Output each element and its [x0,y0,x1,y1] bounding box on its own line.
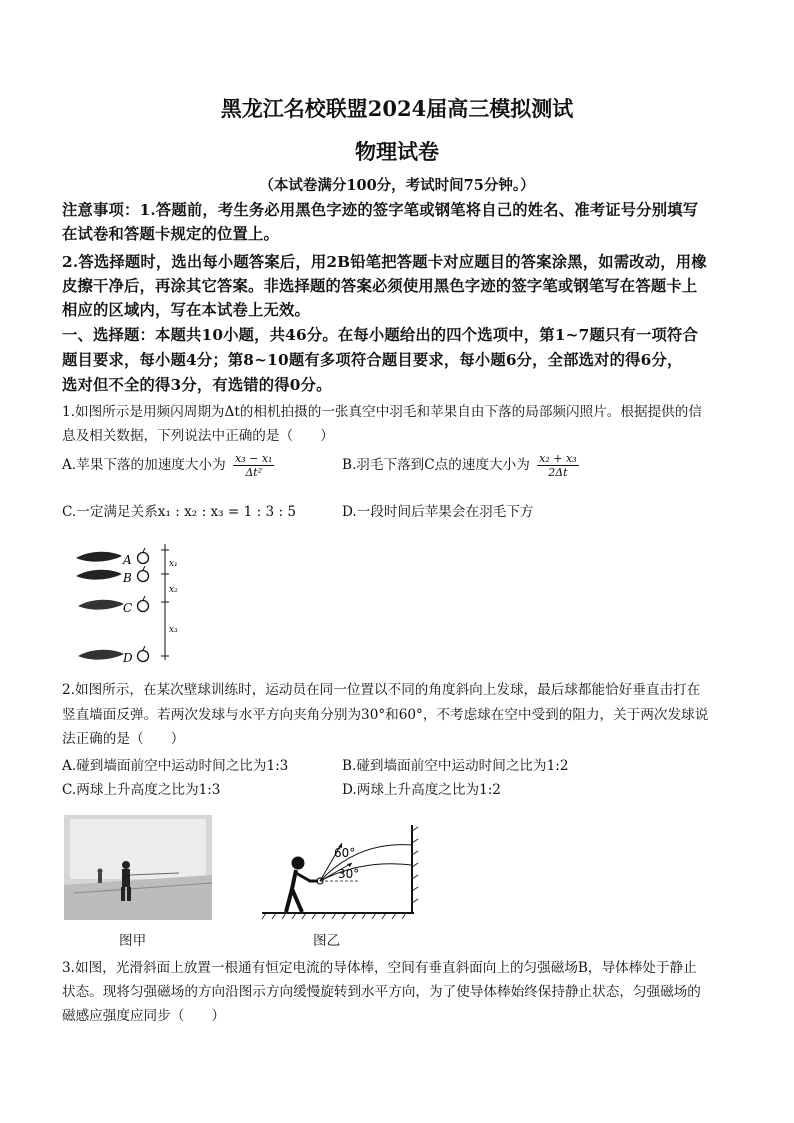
q3-line-1: 3.如图，光滑斜面上放置一根通有恒定电流的导体棒，空间有垂直斜面向上的匀强磁场B，导体棒处于静止 [62,960,697,976]
q1-option-b-numerator: x₂ + x₃ [539,452,577,465]
point-label-c: C [123,601,133,615]
distance-markers [161,544,169,660]
distance-label-x3: x₃ [169,625,178,635]
q1-line-2: 息及相关数据，下列说法中正确的是（ ） [62,428,334,444]
q2-option-c: C.两球上升高度之比为1:3 [62,782,221,798]
q2-diagram-figure [262,815,422,920]
q2-option-b: B.碰到墙面前空中运动时间之比为1:2 [342,758,569,774]
q2-line-2: 竖直墙面反弹。若两次发球与水平方向夹角分别为30°和60°，不考虑球在空中受到的阻力，关于两次发球说 [62,707,709,723]
exam-subtitle: 物理试卷 [355,139,439,164]
notice-line-3: 2.答选择题时，选出每小题答案后，用2B铅笔把答题卡对应题目的答案涂黑，如需改动，用橡 [62,253,707,271]
figure-caption-yi: 图乙 [313,933,341,949]
notice-line-4: 皮擦干净后，再涂其它答案。非选择题的答案必须使用黑色字迹的签字笔或钢笔写在答题卡上 [62,277,698,295]
point-label-a: A [123,553,132,567]
section1-line-1: 一、选择题：本题共10小题，共46分。在每小题给出的四个选项中，第1~7题只有一项符合 [62,326,698,344]
point-label-b: B [123,571,132,585]
athlete-icon [286,857,318,912]
trajectory-2 [320,864,412,881]
q1-option-c: C.一定满足关系x₁ : x₂ : x₃ = 1 : 3 : 5 [62,504,297,520]
q1-option-a-text: A.苹果下落的加速度大小为 [62,457,226,473]
angle-label-30: 30° [338,867,360,881]
exam-info: （本试卷满分100分，考试时间75分钟。） [259,177,535,194]
q1-option-d: D.一段时间后苹果会在羽毛下方 [342,504,534,520]
q1-option-b-fraction [537,452,578,479]
feather-icon [76,570,122,580]
angle-label-60: 60° [334,846,356,860]
notice-line-5: 相应的区域内，写在本试卷上无效。 [62,301,310,319]
exam-title: 黑龙江名校联盟2024届高三模拟测试 [220,96,574,121]
q1-option-a-denominator: Δt² [245,466,263,479]
apple-icon [138,596,149,612]
q1-option-b-denominator: 2Δt [548,466,568,479]
q3-line-3: 磁感应强度应同步（ ） [62,1008,226,1024]
feather-icon [76,552,122,562]
q1-option-b-text: B.羽毛下落到C点的速度大小为 [342,457,530,473]
q2-option-a: A.碰到墙面前空中运动时间之比为1:3 [62,758,289,774]
apple-icon [138,646,149,662]
feather-icon [78,650,124,660]
point-label-d: D [123,651,133,665]
distance-label-x1: x₁ [169,559,178,569]
feather-icon [78,600,124,610]
player-silhouette [98,869,103,884]
q2-line-1: 2.如图所示，在某次壁球训练时，运动员在同一位置以不同的角度斜向上发球，最后球都能恰好垂直击打在 [62,682,701,698]
q1-option-b [342,452,579,479]
notice-line-2: 在试卷和答题卡规定的位置上。 [62,225,279,243]
figure-caption-jia: 图甲 [119,933,147,949]
section1-line-2: 题目要求，每小题4分；第8~10题有多项符合题目要求，每小题6分，全部选对的得6分， [62,351,683,369]
q1-option-a-numerator: x₃ − x₁ [235,452,273,465]
apple-icon [138,548,149,564]
q1-option-a-fraction [233,452,274,479]
section1-line-3: 选对但不全的得3分，有选错的得0分。 [62,376,332,394]
q2-photo-figure [64,815,212,920]
q2-option-d: D.两球上升高度之比为1:2 [342,782,501,798]
q1-strobe-figure [70,540,190,670]
notice-line-1: 注意事项：1.答题前，考生务必用黑色字迹的签字笔或钢笔将自己的姓名、准考证号分别填写 [62,201,699,219]
q1-line-1: 1.如图所示是用频闪周期为Δt的相机拍摄的一张真空中羽毛和苹果自由下落的局部频闪照片。根据提供的信 [62,404,702,420]
q3-line-2: 状态。现将匀强磁场的方向沿图示方向缓慢旋转到水平方向，为了使导体棒始终保持静止状态，匀强磁场的 [62,984,701,1000]
apple-icon [138,566,149,582]
distance-label-x2: x₂ [169,585,178,595]
q1-option-a [62,452,274,479]
q2-line-3: 法正确的是（ ） [62,731,185,747]
